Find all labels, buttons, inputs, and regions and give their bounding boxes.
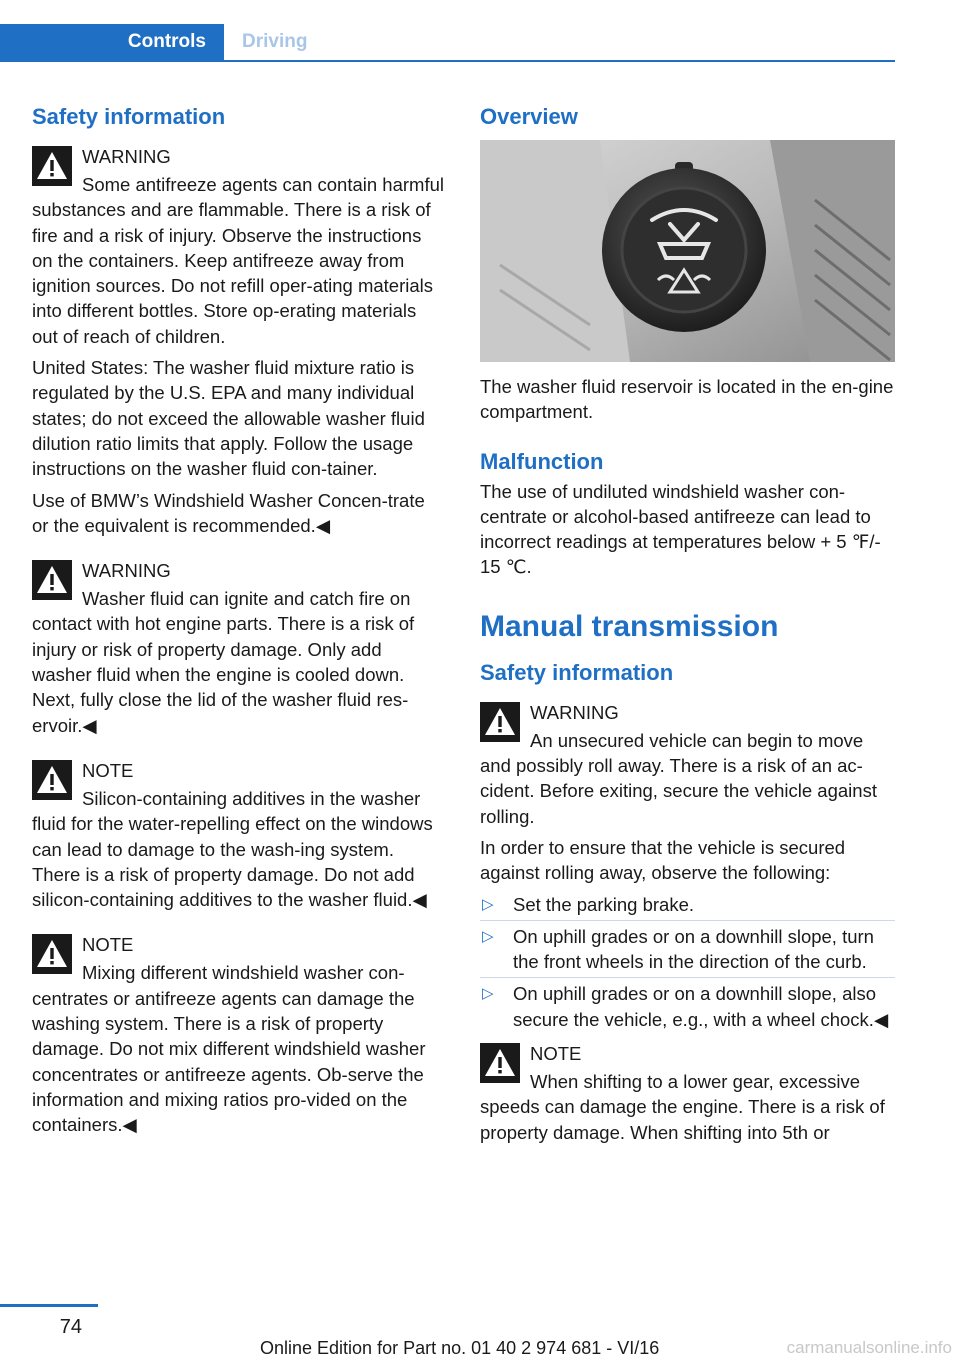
- list-item-text: On uphill grades or on a downhill slope, also secure the vehicle, e.g., with a wheel chock.◀: [513, 983, 889, 1030]
- safety-information-heading: Safety information: [480, 659, 674, 685]
- notice-label: WARNING: [82, 560, 171, 582]
- divider: [480, 977, 895, 978]
- list-item: [480, 892, 895, 917]
- us-regulation-paragraph: United States: The washer fluid mixture ratio is regulated by the U.S. EPA and many individual states; do not exceed the allowable washer fluid dilution ratio limits that apply. Follow the usage instructions on the washer fluid con‐tainer.: [32, 357, 425, 480]
- notice-label: NOTE: [82, 934, 134, 956]
- list-item: [480, 981, 895, 1032]
- note-mixing-concentrates: [32, 930, 446, 1137]
- list-item-text: Set the parking brake.: [513, 893, 694, 915]
- warning-triangle-icon: [480, 702, 520, 742]
- edition-text: Online Edition for Part no. 01 40 2 974 681 - VI/16: [260, 1338, 660, 1358]
- warning-unsecured-vehicle: [480, 698, 895, 829]
- notice-text: Washer fluid can ignite and catch fire on contact with hot engine parts. There is a risk of injury or risk of property damage. Only add washer fluid when the engine is cooled down. Next, fully close the lid of the washer fluid res‐ervoir.◀: [32, 588, 415, 736]
- manual-transmission-heading: Manual transmission: [480, 609, 779, 643]
- washer-reservoir-cap-photo: [480, 140, 895, 362]
- malfunction-text: The use of undiluted windshield washer con‐centrate or alcohol-based antifreeze can lead to incorrect readings at temperatures below + 5 ℉/- 15 ℃.: [480, 480, 881, 578]
- malfunction-heading: Malfunction: [480, 448, 604, 474]
- left-column: [32, 100, 446, 1138]
- overview-heading: Overview: [480, 104, 578, 129]
- warning-triangle-icon: [32, 560, 72, 600]
- divider: [480, 920, 895, 921]
- notice-text: Some antifreeze agents can contain harmful substances and are flammable. There is a risk of fire and a risk of injury. Observe the instructions on the containers. Keep antifreeze away from ignition sources. Do not refill oper‐ating materials into different bottles. Store op‐erating materials out of reach of children.: [32, 174, 444, 347]
- notice-text: When shifting to a lower gear, excessive speeds can damage the engine. There is a risk of property damage. When shifting into 5th or: [480, 1071, 885, 1143]
- warning-triangle-icon: [32, 146, 72, 186]
- warning-washer-fluid-fire: [32, 556, 446, 738]
- notice-text: Mixing different windshield washer con‐centrates or antifreeze agents can damage the washing system. There is a risk of property damage. Do not mix different windshield washer concentrates or antifreeze agents. Ob‐serve the information and mixing ratios pro‐vided on the containers.◀: [32, 962, 426, 1136]
- notice-label: WARNING: [82, 146, 171, 167]
- page-number: 74: [59, 1316, 82, 1338]
- tab-controls[interactable]: Controls: [0, 24, 224, 60]
- ensure-paragraph: In order to ensure that the vehicle is secured against rolling away, observe the following:: [480, 836, 846, 884]
- note-downshift: [480, 1039, 895, 1145]
- triangle-bullet-icon: ▷: [482, 895, 494, 913]
- list-item-text: On uphill grades or on a downhill slope, turn the front wheels in the direction of the curb.: [513, 925, 874, 973]
- triangle-bullet-icon: ▷: [482, 927, 494, 945]
- warning-triangle-icon: [32, 934, 72, 974]
- tab-driving[interactable]: Driving: [242, 31, 308, 52]
- bmw-concentrate-paragraph: Use of BMW’s Windshield Washer Concen‐trate or the equivalent is recommended.◀: [32, 489, 425, 536]
- triangle-bullet-icon: ▷: [482, 985, 494, 1003]
- notice-label: NOTE: [82, 759, 134, 781]
- warning-antifreeze: [32, 142, 446, 349]
- warning-triangle-icon: [480, 1043, 520, 1083]
- securing-steps-list: [480, 892, 895, 1032]
- section-tab-bar: [0, 24, 895, 62]
- note-silicon-additives: [32, 756, 446, 912]
- overview-text: The washer fluid reservoir is located in the en‐gine compartment.: [480, 376, 894, 423]
- list-item: [480, 924, 895, 975]
- notice-label: WARNING: [530, 701, 619, 723]
- footer-accent-line: [0, 1304, 98, 1307]
- watermark: carmanualsonline.info: [786, 1338, 952, 1357]
- notice-text: An unsecured vehicle can begin to move and possibly roll away. There is a risk of an ac‐cident. Before exiting, secure the vehicle against rolling.: [480, 729, 877, 827]
- right-column: [480, 100, 895, 1145]
- safety-information-heading: Safety information: [32, 104, 226, 129]
- notice-text: Silicon-containing additives in the washer fluid for the water-repelling effect on the windows can lead to damage to the wash‐ing system. There is a risk of property damage. Do not add silicon-containing additives to the washer fluid.◀: [32, 787, 433, 911]
- notice-label: NOTE: [530, 1043, 582, 1065]
- warning-triangle-icon: [32, 760, 72, 800]
